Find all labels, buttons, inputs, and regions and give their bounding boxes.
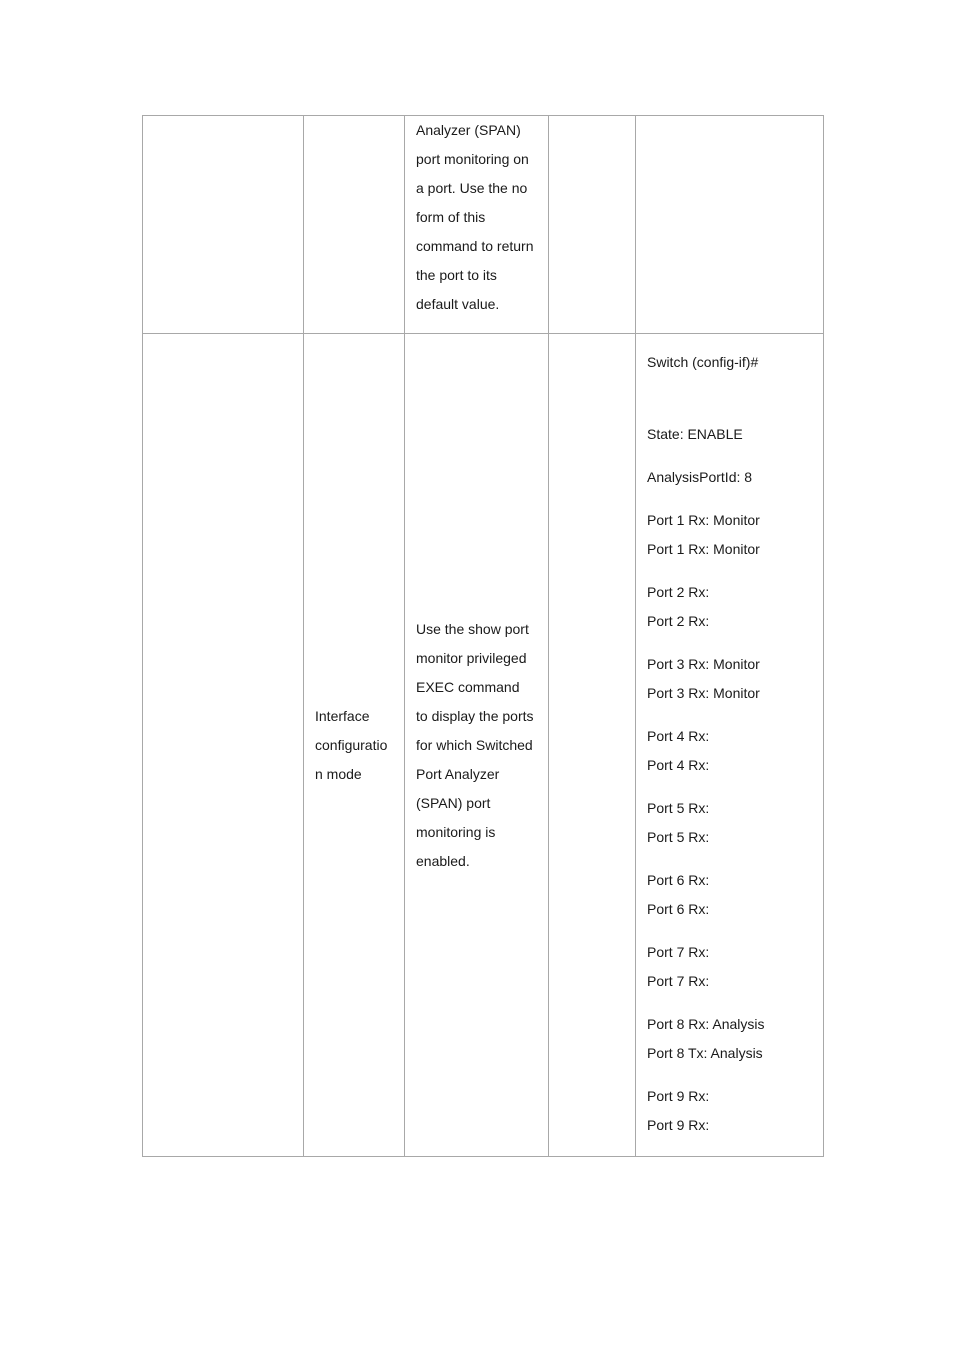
- command-output: [647, 334, 813, 1140]
- description-line: enabled.: [416, 852, 470, 869]
- port-status-line: Port 7 Rx:: [647, 944, 710, 960]
- description-line: command to return: [416, 238, 534, 254]
- description-line: form of this: [416, 209, 486, 225]
- port-status-line: Port 3 Rx: Monitor: [647, 685, 760, 701]
- table-cell-command: [143, 334, 304, 1157]
- description-line: default value.: [416, 296, 500, 312]
- port-status-line: Port 4 Rx:: [647, 757, 710, 773]
- table-cell-description: [405, 334, 549, 1157]
- mode-line: Interface: [315, 707, 370, 724]
- mode-line: configuratio: [315, 736, 388, 753]
- port-status-line: Port 2 Rx:: [647, 613, 710, 629]
- table-row: [143, 334, 824, 1157]
- port-status-line: Port 6 Rx:: [647, 872, 710, 888]
- description-line: Port Analyzer: [416, 765, 500, 782]
- description-line: for which Switched: [416, 736, 533, 753]
- description-line: monitoring is: [416, 823, 496, 840]
- port-status-line: Port 3 Rx: Monitor: [647, 656, 760, 672]
- port-status-line: Port 6 Rx:: [647, 901, 710, 917]
- port-status-line: Port 1 Rx: Monitor: [647, 541, 760, 557]
- table-cell-command: [143, 116, 304, 334]
- description-line: port monitoring on: [416, 151, 529, 167]
- description-line: Analyzer (SPAN): [416, 122, 521, 138]
- description-line: EXEC command: [416, 678, 520, 695]
- port-status-line: Port 2 Rx:: [647, 584, 710, 600]
- port-status-line: Port 5 Rx:: [647, 829, 710, 845]
- table-cell-example: [636, 116, 824, 334]
- command-table: [142, 115, 824, 1157]
- port-status-line: Port 1 Rx: Monitor: [647, 512, 760, 528]
- table-cell-default: [549, 334, 636, 1157]
- analysis-port-id: AnalysisPortId: 8: [647, 469, 753, 485]
- description-line: the port to its: [416, 267, 497, 283]
- table-cell-description: [405, 116, 549, 334]
- port-status-line: Port 4 Rx:: [647, 728, 710, 744]
- table-cell-default: [549, 116, 636, 334]
- port-status-line: Port 8 Rx: Analysis: [647, 1016, 765, 1032]
- monitor-state: State: ENABLE: [647, 426, 743, 442]
- description-line: monitor privileged: [416, 649, 527, 666]
- mode-line: n mode: [315, 765, 362, 782]
- table-cell-example: [636, 334, 824, 1157]
- description-line: (SPAN) port: [416, 794, 491, 811]
- table-row: [143, 116, 824, 334]
- port-status-line: Port 5 Rx:: [647, 800, 710, 816]
- cli-prompt: Switch (config-if)#: [647, 354, 759, 370]
- description-line: Use the show port: [416, 620, 529, 637]
- port-status-line: Port 8 Tx: Analysis: [647, 1045, 763, 1061]
- port-status-line: Port 9 Rx:: [647, 1117, 710, 1133]
- description-line: to display the ports: [416, 707, 534, 724]
- description-line: a port. Use the no: [416, 180, 528, 196]
- table-cell-mode: [304, 116, 405, 334]
- table-cell-mode: [304, 334, 405, 1157]
- port-status-line: Port 9 Rx:: [647, 1088, 710, 1104]
- port-status-line: Port 7 Rx:: [647, 973, 710, 989]
